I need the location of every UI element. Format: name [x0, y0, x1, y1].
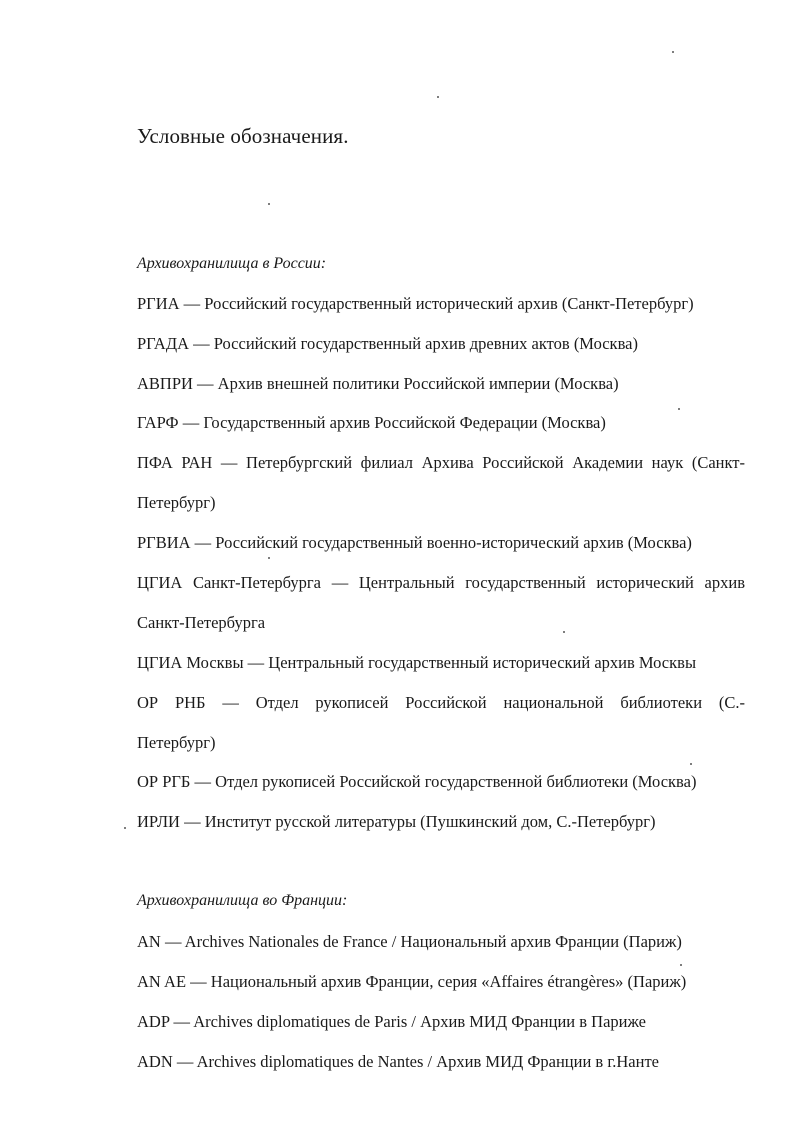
- archive-entry-rgvia: РГВИА — Российский государственный военно-исторический архив (Москва): [137, 533, 692, 552]
- archive-entry-pfa-ran-continued: Петербург): [137, 493, 216, 512]
- scan-speck: [268, 203, 270, 205]
- archive-entry-an-ae: AN AE — Национальный архив Франции, серия «Affaires étrangères» (Париж): [137, 972, 687, 991]
- archive-entry-garf: ГАРФ — Государственный архив Российской Федерации (Москва): [137, 413, 606, 432]
- scan-speck: [268, 557, 270, 559]
- archive-entry-an: AN — Archives Nationales de France / Национальный архив Франции (Париж): [137, 932, 682, 951]
- scan-speck: [678, 408, 680, 410]
- archive-entry-pfa-ran: ПФА РАН — Петербургский филиал Архива Российской Академии наук (Санкт-: [137, 453, 745, 472]
- section-heading-france: Архивохранилища во Франции:: [137, 892, 348, 909]
- scan-speck: [680, 964, 682, 966]
- archive-entry-avpri: АВПРИ — Архив внешней политики Российской империи (Москва): [137, 374, 619, 393]
- scan-speck: [690, 763, 692, 765]
- scan-speck: [672, 51, 674, 53]
- archive-entry-or-rnb-continued: Петербург): [137, 733, 216, 752]
- page-title: Условные обозначения.: [137, 124, 349, 148]
- archive-entry-cgia-moscow: ЦГИА Москвы — Центральный государственный исторический архив Москвы: [137, 653, 697, 672]
- archive-entry-or-rgb: ОР РГБ — Отдел рукописей Российской государственной библиотеки (Москва): [137, 772, 697, 791]
- archive-entry-rgia: РГИА — Российский государственный исторический архив (Санкт-Петербург): [137, 294, 694, 313]
- archive-entry-cgia-spb: ЦГИА Санкт-Петербурга — Центральный государственный исторический архив: [137, 573, 745, 592]
- archive-entry-or-rnb: ОР РНБ — Отдел рукописей Российской национальной библиотеки (С.-: [137, 693, 745, 712]
- scan-speck: [124, 827, 126, 829]
- archive-entry-adp: ADP — Archives diplomatiques de Paris / Архив МИД Франции в Париже: [137, 1012, 646, 1031]
- scan-speck: [563, 631, 565, 633]
- archive-entry-irli: ИРЛИ — Институт русской литературы (Пушкинский дом, С.-Петербург): [137, 812, 656, 831]
- archive-entry-adn: ADN — Archives diplomatiques de Nantes / Архив МИД Франции в г.Нанте: [137, 1052, 659, 1071]
- section-heading-russia: Архивохранилища в России:: [137, 255, 327, 272]
- archive-entry-cgia-spb-continued: Санкт-Петербурга: [137, 613, 266, 632]
- scan-speck: [437, 96, 439, 98]
- archive-entry-rgada: РГАДА — Российский государственный архив древних актов (Москва): [137, 334, 638, 353]
